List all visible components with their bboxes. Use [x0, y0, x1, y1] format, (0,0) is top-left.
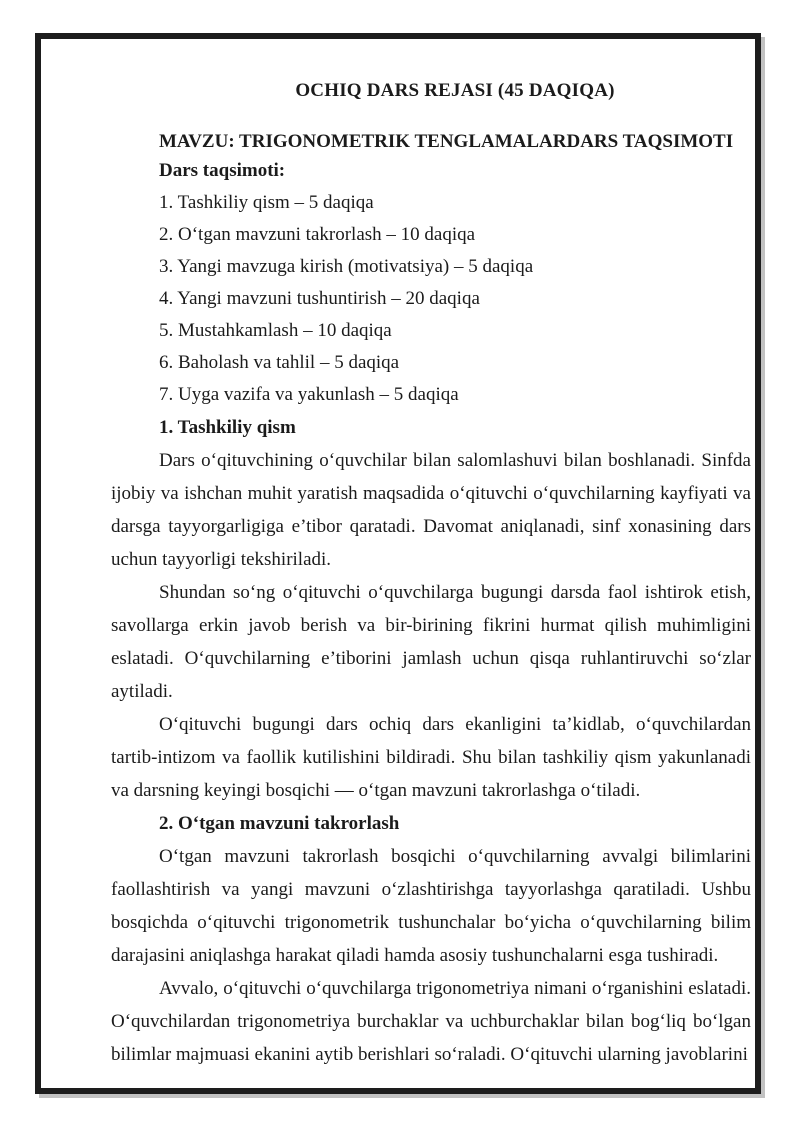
schedule-item: 3. Yangi mavzuga kirish (motivatsiya) – 5 daqiqa — [159, 256, 534, 277]
schedule-item: 1. Tashkiliy qism – 5 daqiqa — [159, 192, 374, 213]
document-border-frame — [35, 33, 761, 1094]
paragraph: Dars o‘qituvchining o‘quvchilar bilan salomlashuvi bilan boshlanadi. Sinfda ijobiy va ishchan muhit yaratish maqsadida o‘qituvchi o‘quvchilarning kayfiyati va darsga tayyorgarligiga e’tibor qaratadi. Davomat aniqlanadi, sinf xonasining dars uchun tayyorligi tekshiriladi. — [111, 450, 751, 570]
paragraph: O‘tgan mavzuni takrorlash bosqichi o‘quvchilarning avvalgi bilimlarini faollashtirish va yangi mavzuni o‘zlashtirishga tayyorlashga qaratiladi. Ushbu bosqichda o‘qituvchi trigonometrik tushunchalar bo‘yicha o‘quvchilarning bilim darajasini aniqlashga harakat qiladi hamda asosiy tushunchalarni esga tushiradi. — [111, 846, 751, 966]
document-content — [41, 39, 755, 1071]
section-heading-2: 2. O‘tgan mavzuni takrorlash — [159, 813, 400, 834]
paragraph: O‘qituvchi bugungi dars ochiq dars ekanligini ta’kidlab, o‘quvchilardan tartib-intizom va faollik kutilishini bildiradi. Shu bilan tashkiliy qism yakunlanadi va darsning keyingi bosqichi — o‘tgan mavzuni takrorlashga o‘tiladi. — [111, 714, 751, 801]
schedule-item: 5. Mustahkamlash – 10 daqiqa — [159, 320, 392, 341]
subject-line: MAVZU: TRIGONOMETRIK TENGLAMALARDARS TAQSIMOTI — [159, 131, 734, 152]
schedule-label: Dars taqsimoti: — [159, 160, 286, 181]
schedule-item: 4. Yangi mavzuni tushuntirish – 20 daqiqa — [159, 288, 480, 309]
section-heading-1: 1. Tashkiliy qism — [159, 417, 296, 438]
schedule-item: 6. Baholash va tahlil – 5 daqiqa — [159, 352, 400, 373]
document-title: OCHIQ DARS REJASI (45 DAQIQA) — [295, 80, 615, 101]
paragraph: Avvalo, o‘qituvchi o‘quvchilarga trigonometriya nimani o‘rganishini eslatadi. O‘quvchilardan trigonometriya burchaklar va uchburchaklar bilan bog‘liq bo‘lgan bilimlar majmuasi ekanini aytib berishlari so‘raladi. O‘qituvchi ularning javoblarini — [111, 978, 751, 1065]
schedule-item: 2. O‘tgan mavzuni takrorlash – 10 daqiqa — [159, 224, 476, 245]
paragraph: Shundan so‘ng o‘qituvchi o‘quvchilarga bugungi darsda faol ishtirok etish, savollarga erkin javob berish va bir-birining fikrini hurmat qilish muhimligini eslatadi. O‘quvchilarning e’tiborini jamlash uchun qisqa ruhlantiruvchi so‘zlar aytiladi. — [111, 582, 751, 702]
schedule-item: 7. Uyga vazifa va yakunlash – 5 daqiqa — [159, 384, 459, 405]
